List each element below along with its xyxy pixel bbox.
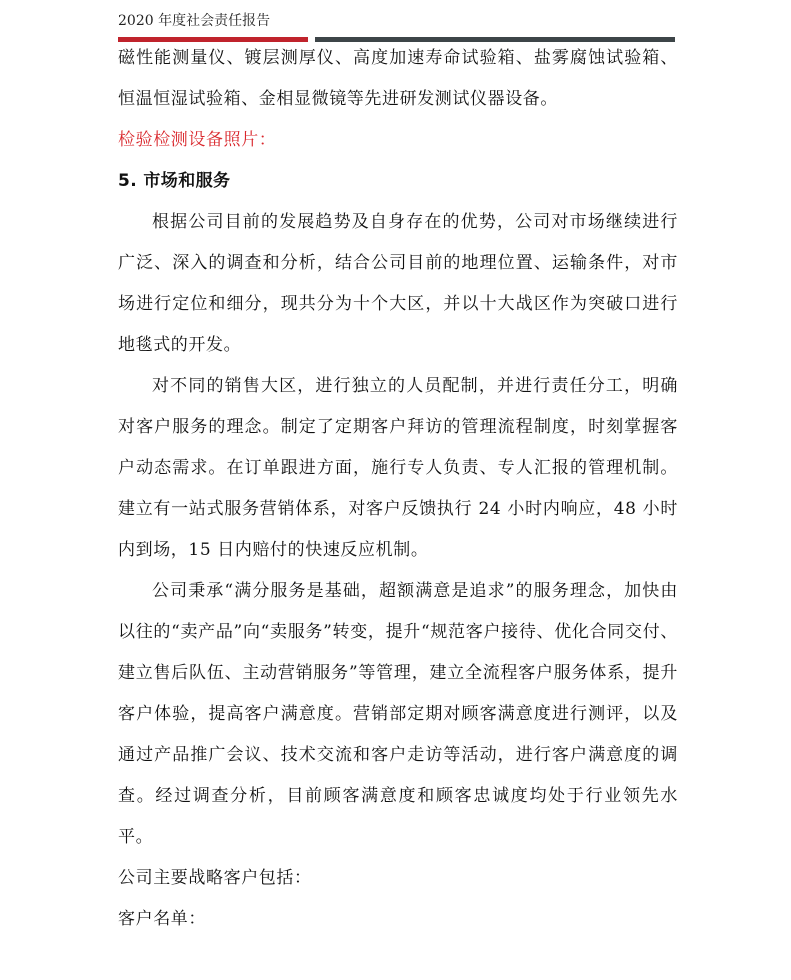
client-list-label: 客户名单：: [118, 909, 206, 929]
paragraph-market: 根据公司目前的发展趋势及自身存在的优势，公司对市场继续进行广泛、深入的调查和分析，结合公司目前的地理位置、运输条件，对市场进行定位和细分，现共分为十个大区，并以十大战区作为突破口进行地毯式的开发。: [118, 212, 678, 355]
section-heading: 5. 市场和服务: [118, 171, 231, 191]
report-header-title: 2020 年度社会责任报告: [118, 13, 271, 29]
intro-continuation: 磁性能测量仪、镀层测厚仪、高度加速寿命试验箱、盐雾腐蚀试验箱、恒温恒湿试验箱、金相显微镜等先进研发测试仪器设备。: [118, 48, 678, 109]
strategic-clients-intro: 公司主要战略客户包括：: [118, 868, 312, 888]
photo-caption: 检验检测设备照片：: [118, 130, 277, 150]
page-content: [118, 38, 678, 940]
paragraph-sales-regions: 对不同的销售大区，进行独立的人员配制，并进行责任分工，明确对客户服务的理念。制定了定期客户拜访的管理流程制度，时刻掌握客户动态需求。在订单跟进方面，施行专人负责、专人汇报的管理机制。建立有一站式服务营销体系，对客户反馈执行 24 小时内响应，48 小时内到场，15 日内赔付的快速反应机制。: [118, 376, 678, 560]
paragraph-service-concept: 公司秉承“满分服务是基础，超额满意是追求”的服务理念，加快由以往的“卖产品”向“卖服务”转变，提升“规范客户接待、优化合同交付、建立售后队伍、主动营销服务”等管理，建立全流程客户服务体系，提升客户体验，提高客户满意度。营销部定期对顾客满意度进行测评，以及通过产品推广会议、技术交流和客户走访等活动，进行客户满意度的调查。经过调查分析，目前顾客满意度和顾客忠诚度均处于行业领先水平。: [118, 581, 678, 847]
